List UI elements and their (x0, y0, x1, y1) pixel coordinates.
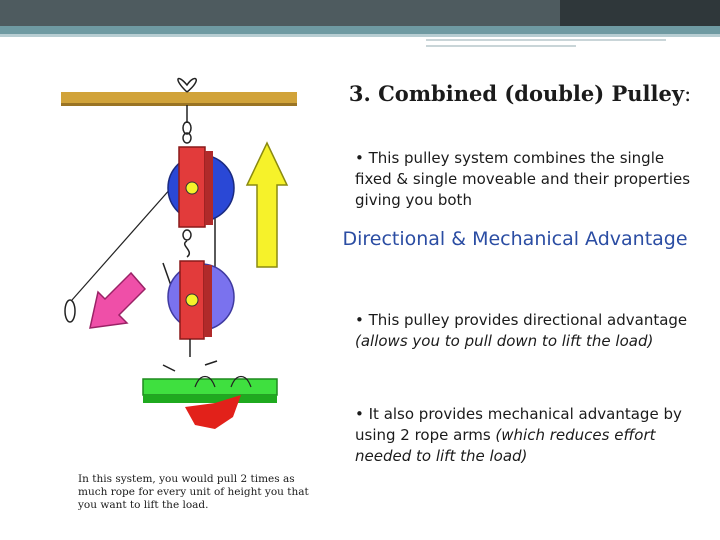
figure-caption: In this system, you would pull 2 times as much rope for every unit of height you that you want to lift the load. (78, 473, 309, 511)
advantage-subheading: Directional & Mechanical Advantage (342, 228, 688, 250)
bullet-mechanical-text: • It also provides mechanical advantage by using 2 rope arms (355, 405, 682, 444)
bullet-combines: • This pulley system combines the single fixed & single moveable and their properties giving you both (355, 149, 691, 209)
pull-ring (65, 300, 75, 322)
top-hanger (178, 79, 196, 143)
load-block (143, 377, 277, 404)
header-stripes (426, 37, 696, 49)
bullet-directional-text: • This pulley provides directional advantage (355, 311, 688, 329)
bullet-directional (355, 310, 705, 352)
load-hook (163, 339, 217, 371)
ceiling-beam (61, 92, 297, 106)
moveable-pulley (168, 261, 234, 339)
slide-title-text: 3. Combined (double) Pulley (348, 81, 685, 106)
slide-title-suffix: : (684, 82, 692, 106)
header-accent-band (0, 26, 720, 34)
bullet-directional-note: (allows you to pull down to lift the load) (355, 332, 654, 350)
up-arrow-icon (247, 143, 287, 267)
pull-arrow-icon (90, 273, 145, 328)
fixed-pulley (168, 147, 234, 227)
combined-pulley-illustration (55, 75, 305, 435)
bullet-mechanical-note: (which reduces effort needed to lift the load) (355, 426, 656, 465)
slide-title (340, 80, 700, 108)
bullet-mechanical (355, 404, 705, 467)
